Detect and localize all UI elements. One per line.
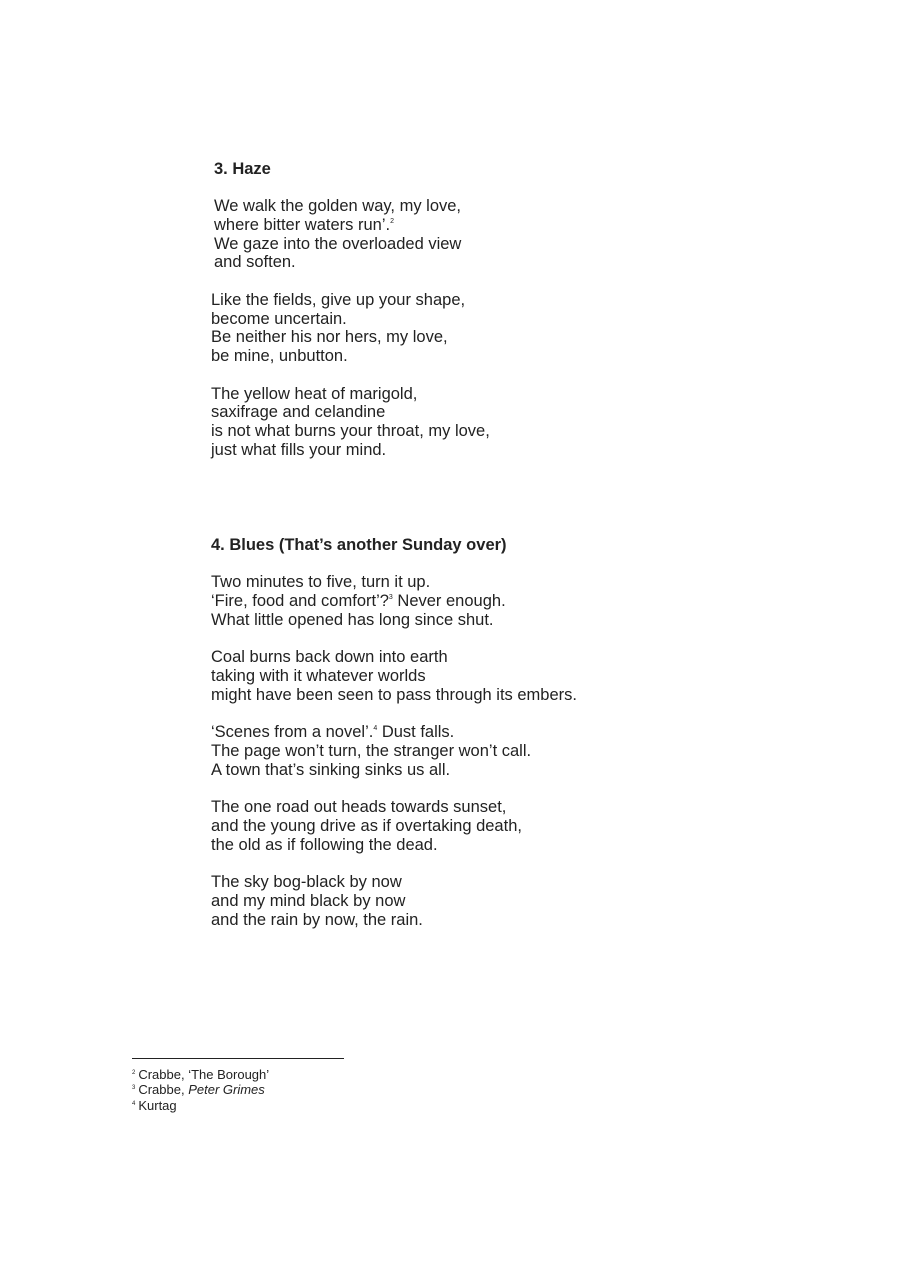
stanza bbox=[211, 291, 490, 366]
stanza bbox=[211, 648, 577, 704]
poem-line: ‘Fire, food and comfort’?$^3$ Never enough. bbox=[211, 591, 506, 610]
poem-line: Be neither his nor hers, my love, bbox=[211, 328, 448, 347]
stanza bbox=[214, 197, 490, 272]
poem-line: We walk the golden way, my love, bbox=[214, 197, 462, 215]
poem-line: A town that’s sinking sinks us all. bbox=[211, 760, 451, 779]
stanza bbox=[211, 798, 577, 854]
footnote: $^2$ Crabbe, ‘The Borough’ bbox=[132, 1067, 270, 1082]
poem-title: 3. Haze bbox=[214, 160, 271, 178]
poem-line: The sky bog-black by now bbox=[211, 872, 402, 891]
poem-line: What little opened has long since shut. bbox=[211, 610, 494, 629]
poem-line: might have been seen to pass through its embers. bbox=[211, 685, 577, 704]
poem-line: Coal burns back down into earth bbox=[211, 647, 448, 666]
poem-title: 4. Blues (That’s another Sunday over) bbox=[211, 536, 507, 554]
poem-haze bbox=[211, 160, 490, 478]
poem-line: and the rain by now, the rain. bbox=[211, 910, 423, 929]
poem-line: saxifrage and celandine bbox=[211, 403, 386, 422]
poem-line: is not what burns your throat, my love, bbox=[211, 422, 490, 441]
poem-line: be mine, unbutton. bbox=[211, 347, 348, 366]
poem-line: The page won’t turn, the stranger won’t call. bbox=[211, 741, 532, 760]
poem-line: and my mind black by now bbox=[211, 891, 406, 910]
footnote: $^4$ Kurtag bbox=[132, 1097, 177, 1113]
stanza bbox=[211, 385, 490, 460]
footnotes bbox=[132, 1067, 269, 1113]
footnote-marker: 2 bbox=[390, 217, 394, 225]
poem-line: The yellow heat of marigold, bbox=[211, 384, 418, 403]
poem-line: taking with it whatever worlds bbox=[211, 666, 426, 685]
poem-line: where bitter waters run’.$^2$ bbox=[214, 215, 394, 234]
stanza bbox=[211, 873, 577, 929]
poem-line: Two minutes to five, turn it up. bbox=[211, 573, 431, 591]
poem-line: the old as if following the dead. bbox=[211, 835, 438, 854]
poem-line: and the young drive as if overtaking death, bbox=[211, 816, 522, 835]
poem-blues bbox=[211, 536, 577, 948]
poem-line: The one road out heads towards sunset, bbox=[211, 797, 507, 816]
poem-line: We gaze into the overloaded view bbox=[214, 234, 462, 253]
poem-line: just what fills your mind. bbox=[211, 440, 387, 459]
poem-line: become uncertain. bbox=[211, 309, 347, 328]
stanza bbox=[211, 573, 577, 629]
stanza bbox=[211, 723, 577, 779]
poem-line: Like the fields, give up your shape, bbox=[211, 290, 466, 309]
footnote: $^3$ Crabbe, Peter Grimes bbox=[132, 1082, 265, 1098]
footnote-divider bbox=[132, 1058, 344, 1059]
footnote-marker: 4 bbox=[373, 724, 378, 732]
footnote-marker: 3 bbox=[388, 593, 393, 601]
poem-line: and soften. bbox=[214, 253, 296, 272]
poem-line: ‘Scenes from a novel’.$^4$ Dust falls. bbox=[211, 722, 455, 741]
